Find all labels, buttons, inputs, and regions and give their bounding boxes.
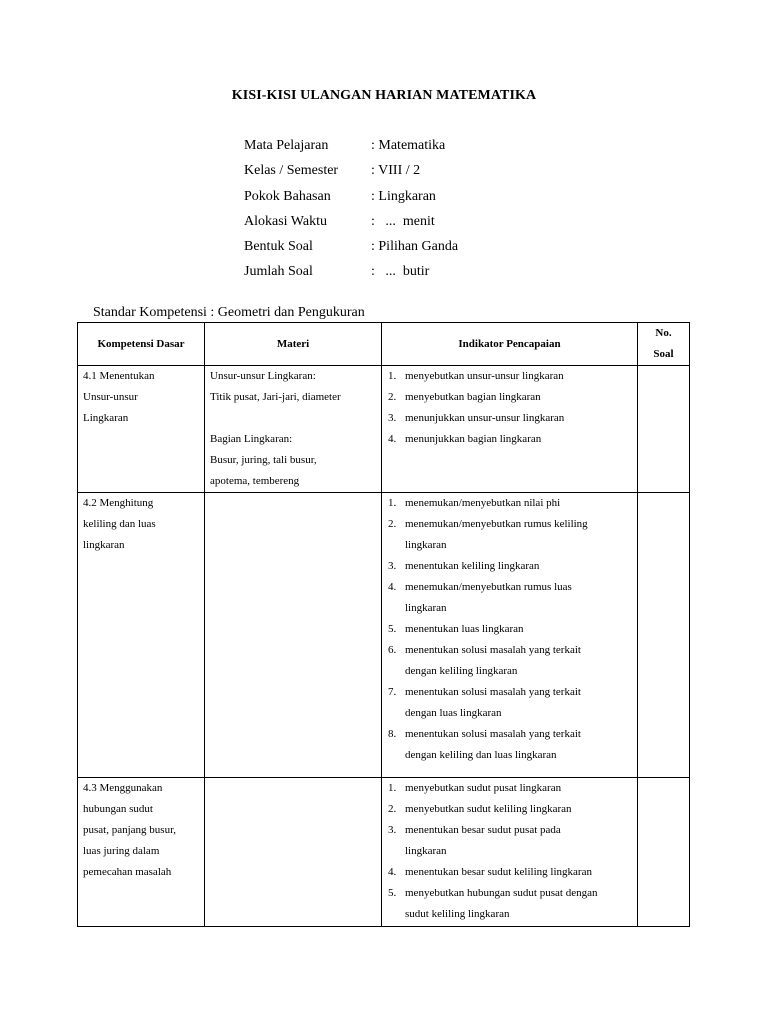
- cell-indikator: [382, 366, 638, 493]
- indikator-text-line: menyebutkan unsur-unsur lingkaran: [405, 370, 564, 382]
- indikator-text-line: menentukan besar sudut pusat pada: [405, 824, 561, 836]
- cell-indikator: [382, 778, 638, 927]
- indikator-number: 3.: [388, 824, 397, 836]
- indikator-text-line: menentukan solusi masalah yang terkait: [405, 686, 581, 698]
- indikator-text-line: menentukan solusi masalah yang terkait: [405, 644, 581, 656]
- indikator-text: [405, 387, 637, 408]
- kd-text-line: hubungan sudut: [83, 803, 153, 815]
- indikator-text-line: menemukan/menyebutkan nilai phi: [405, 497, 561, 509]
- meta-label: Pokok Bahasan: [244, 188, 331, 204]
- materi-text-line: Busur, juring, tali busur,: [210, 454, 317, 466]
- header-indikator: Indikator Pencapaian: [382, 323, 638, 366]
- kd-text-line: Unsur-unsur: [83, 391, 138, 403]
- materi-text-line: Unsur-unsur Lingkaran:: [210, 370, 316, 382]
- meta-value: : ... menit: [371, 213, 435, 229]
- kd-text-line: pemecahan masalah: [83, 866, 172, 878]
- indikator-item: [382, 682, 637, 724]
- indikator-text: [405, 556, 637, 577]
- indikator-text-line: menyebutkan sudut keliling lingkaran: [405, 803, 572, 815]
- indikator-number: 5.: [388, 887, 397, 899]
- indikator-text: [405, 778, 637, 799]
- cell-materi: [205, 778, 382, 927]
- kd-text-line: 4.2 Menghitung: [83, 497, 154, 509]
- indikator-item: [382, 883, 637, 925]
- indikator-text-line: menentukan luas lingkaran: [405, 623, 524, 635]
- table-row: [78, 778, 690, 927]
- indikator-number: 7.: [388, 686, 397, 698]
- meta-row: [244, 238, 458, 263]
- indikator-text-line: dengan keliling dan luas lingkaran: [405, 749, 557, 761]
- kd-text-line: 4.1 Menentukan: [83, 370, 155, 382]
- meta-label: Mata Pelajaran: [244, 138, 329, 153]
- table-row: [78, 493, 690, 778]
- indikator-item: [382, 514, 637, 556]
- indikator-number: 1.: [388, 370, 397, 382]
- indikator-text-line: menyebutkan bagian lingkaran: [405, 391, 541, 403]
- indikator-number: 2.: [388, 518, 397, 530]
- meta-label: Bentuk Soal: [244, 239, 313, 255]
- indikator-item: [382, 799, 637, 820]
- indikator-text-line: menunjukkan bagian lingkaran: [405, 433, 542, 445]
- cell-indikator: [382, 493, 638, 778]
- cell-kompetensi-dasar: [78, 366, 205, 493]
- indikator-text: [405, 366, 637, 387]
- meta-label: Alokasi Waktu: [244, 213, 327, 229]
- materi-block: [210, 429, 376, 492]
- materi-text-line: Bagian Lingkaran:: [210, 433, 293, 445]
- indikator-text-line: menemukan/menyebutkan rumus keliling: [405, 518, 588, 530]
- indikator-text-line: dengan luas lingkaran: [405, 707, 502, 719]
- kd-text-line: lingkaran: [83, 539, 125, 551]
- meta-label: Kelas / Semester: [244, 163, 339, 179]
- table-header-row: [78, 323, 690, 366]
- indikator-text-line: lingkaran: [405, 539, 447, 551]
- indikator-text: [405, 493, 637, 514]
- indikator-text-line: menentukan solusi masalah yang terkait: [405, 728, 581, 740]
- header-no-line2: Soal: [653, 348, 674, 360]
- indikator-text-line: menyebutkan sudut pusat lingkaran: [405, 782, 562, 794]
- indikator-text: [405, 640, 637, 682]
- cell-materi: [205, 493, 382, 778]
- table-row: [78, 366, 690, 493]
- cell-kompetensi-dasar: [78, 778, 205, 927]
- indikator-item: [382, 820, 637, 862]
- indikator-item: [382, 619, 637, 640]
- kd-text-line: keliling dan luas: [83, 518, 156, 530]
- indikator-number: 4.: [388, 866, 397, 878]
- indikator-number: 5.: [388, 623, 397, 635]
- kd-text-line: luas juring dalam: [83, 845, 160, 857]
- indikator-text-line: sudut keliling lingkaran: [405, 908, 510, 920]
- indikator-text: [405, 820, 637, 862]
- indikator-text-line: menentukan besar sudut keliling lingkaran: [405, 866, 592, 878]
- indikator-number: 3.: [388, 560, 397, 572]
- indikator-text: [405, 619, 637, 640]
- indikator-item: [382, 577, 637, 619]
- indikator-item: [382, 862, 637, 883]
- indikator-item: [382, 493, 637, 514]
- indikator-text: [405, 883, 637, 925]
- indikator-text-line: lingkaran: [405, 602, 447, 614]
- header-kompetensi-dasar: Kompetensi Dasar: [78, 323, 205, 366]
- meta-value: : Lingkaran: [371, 188, 436, 204]
- header-no-soal: [638, 323, 690, 366]
- indikator-item: [382, 640, 637, 682]
- indikator-text-line: lingkaran: [405, 845, 447, 857]
- indikator-number: 3.: [388, 412, 397, 424]
- meta-row: [244, 137, 458, 162]
- indikator-text: [405, 862, 637, 883]
- meta-value: : ... butir: [371, 264, 430, 280]
- meta-label: Jumlah Soal: [244, 264, 313, 280]
- materi-block: [210, 366, 376, 408]
- meta-row: [244, 213, 458, 238]
- indikator-item: [382, 387, 637, 408]
- indikator-text: [405, 514, 637, 556]
- indikator-text: [405, 799, 637, 820]
- indikator-number: 1.: [388, 782, 397, 794]
- indikator-item: [382, 429, 637, 450]
- indikator-number: 2.: [388, 391, 397, 403]
- meta-value: : Matematika: [371, 138, 446, 153]
- cell-no-soal: [638, 493, 690, 778]
- cell-kompetensi-dasar: [78, 493, 205, 778]
- kd-text-line: 4.3 Menggunakan: [83, 782, 163, 794]
- indikator-text: [405, 724, 637, 766]
- header-materi: Materi: [205, 323, 382, 366]
- indikator-text-line: menentukan keliling lingkaran: [405, 560, 540, 572]
- meta-row: [244, 188, 458, 213]
- meta-info: [244, 137, 458, 289]
- kd-text-line: Lingkaran: [83, 412, 129, 424]
- indikator-text-line: menunjukkan unsur-unsur lingkaran: [405, 412, 565, 424]
- materi-text-line: Titik pusat, Jari-jari, diameter: [210, 391, 341, 403]
- indikator-number: 4.: [388, 581, 397, 593]
- header-no-line1: No.: [655, 327, 672, 339]
- indikator-number: 8.: [388, 728, 397, 740]
- indikator-text-line: dengan keliling lingkaran: [405, 665, 518, 677]
- kd-text-line: pusat, panjang busur,: [83, 824, 177, 836]
- cell-no-soal: [638, 366, 690, 493]
- indikator-number: 6.: [388, 644, 397, 656]
- cell-no-soal: [638, 778, 690, 927]
- indikator-item: [382, 778, 637, 799]
- indikator-text-line: menyebutkan hubungan sudut pusat dengan: [405, 887, 598, 899]
- meta-value: : Pilihan Ganda: [371, 239, 459, 255]
- indikator-number: 2.: [388, 803, 397, 815]
- materi-text-line: apotema, tembereng: [210, 475, 300, 487]
- cell-materi: [205, 366, 382, 493]
- meta-value: : VIII / 2: [371, 163, 421, 179]
- indikator-item: [382, 366, 637, 387]
- indikator-item: [382, 556, 637, 577]
- kisi-kisi-table: [77, 322, 690, 927]
- standar-kompetensi: Standar Kompetensi : Geometri dan Pengukuran: [93, 305, 365, 320]
- indikator-item: [382, 408, 637, 429]
- indikator-number: 1.: [388, 497, 397, 509]
- meta-row: [244, 263, 458, 288]
- indikator-item: [382, 724, 637, 766]
- indikator-text: [405, 429, 637, 450]
- indikator-text: [405, 682, 637, 724]
- indikator-text-line: menemukan/menyebutkan rumus luas: [405, 581, 572, 593]
- indikator-text: [405, 577, 637, 619]
- indikator-number: 4.: [388, 433, 397, 445]
- meta-row: [244, 162, 458, 187]
- indikator-text: [405, 408, 637, 429]
- document-title: KISI-KISI ULANGAN HARIAN MATEMATIKA: [231, 88, 537, 103]
